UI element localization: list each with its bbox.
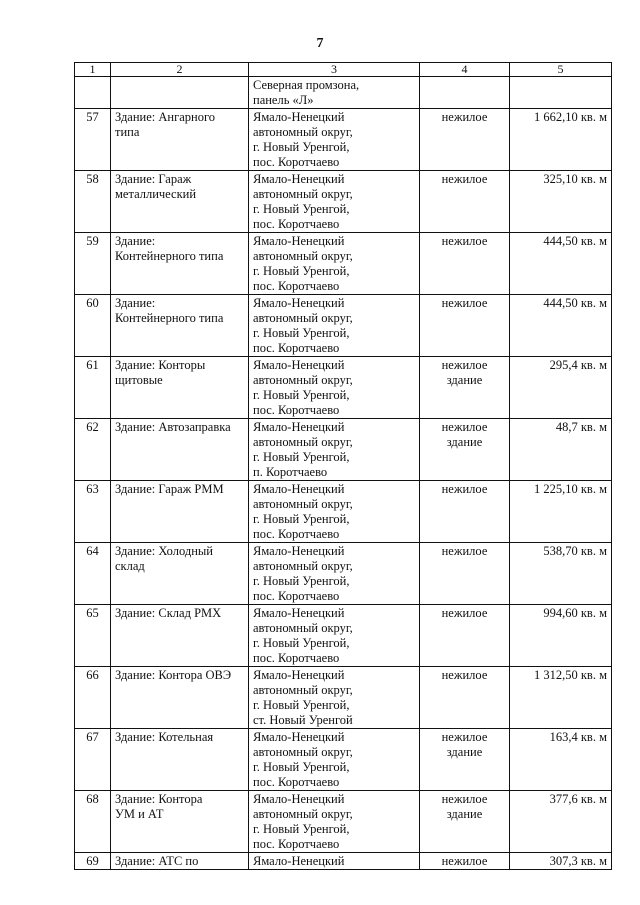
cell-number: 63 xyxy=(75,481,111,543)
cell-name: Здание: Конторы щитовые xyxy=(111,357,249,419)
cell-number: 62 xyxy=(75,419,111,481)
cell-area: 1 225,10 кв. м xyxy=(510,481,612,543)
cell-area: 994,60 кв. м xyxy=(510,605,612,667)
cell-type: нежилое xyxy=(420,233,510,295)
cell-area: 307,3 кв. м xyxy=(510,853,612,870)
cell-number: 57 xyxy=(75,109,111,171)
cell-address: Ямало-Ненецкий автономный округ, г. Новый Уренгой, пос. Коротчаево xyxy=(249,295,420,357)
cell-address: Ямало-Ненецкий автономный округ, г. Новый Уренгой, п. Коротчаево xyxy=(249,419,420,481)
cell-type: нежилое xyxy=(420,667,510,729)
table-row xyxy=(75,233,612,295)
cell-name: Здание: Котельная xyxy=(111,729,249,791)
cell-area xyxy=(510,77,612,109)
header-col-3: 3 xyxy=(249,63,420,77)
cell-address: Северная промзона, панель «Л» xyxy=(249,77,420,109)
cell-number: 64 xyxy=(75,543,111,605)
cell-type xyxy=(420,77,510,109)
cell-address: Ямало-Ненецкий автономный округ, г. Новый Уренгой, пос. Коротчаево xyxy=(249,357,420,419)
cell-address: Ямало-Ненецкий xyxy=(249,853,420,870)
cell-address: Ямало-Ненецкий автономный округ, г. Новый Уренгой, пос. Коротчаево xyxy=(249,791,420,853)
header-row xyxy=(75,63,612,77)
table-row xyxy=(75,171,612,233)
table-row xyxy=(75,543,612,605)
table-row-partial xyxy=(75,853,612,870)
table-row xyxy=(75,109,612,171)
cell-address: Ямало-Ненецкий автономный округ, г. Новый Уренгой, пос. Коротчаево xyxy=(249,605,420,667)
cell-address: Ямало-Ненецкий автономный округ, г. Новый Уренгой, ст. Новый Уренгой xyxy=(249,667,420,729)
cell-type: нежилое xyxy=(420,543,510,605)
cell-number: 58 xyxy=(75,171,111,233)
cell-number: 67 xyxy=(75,729,111,791)
cell-name: Здание: Контейнерного типа xyxy=(111,233,249,295)
table-row xyxy=(75,605,612,667)
cell-number: 65 xyxy=(75,605,111,667)
cell-area: 377,6 кв. м xyxy=(510,791,612,853)
cell-type: нежилое здание xyxy=(420,419,510,481)
cell-type: нежилое здание xyxy=(420,729,510,791)
cell-name: Здание: Ангарного типа xyxy=(111,109,249,171)
header-col-5: 5 xyxy=(510,63,612,77)
cell-area: 295,4 кв. м xyxy=(510,357,612,419)
table-row xyxy=(75,295,612,357)
cell-type: нежилое xyxy=(420,605,510,667)
cell-area: 538,70 кв. м xyxy=(510,543,612,605)
cell-name: Здание: Контора ОВЭ xyxy=(111,667,249,729)
cell-type: нежилое xyxy=(420,109,510,171)
cell-number xyxy=(75,77,111,109)
table-row xyxy=(75,729,612,791)
page-number: 7 xyxy=(316,36,324,51)
cell-type: нежилое здание xyxy=(420,791,510,853)
cell-name: Здание: Автозаправка xyxy=(111,419,249,481)
cell-type: нежилое xyxy=(420,853,510,870)
cell-address: Ямало-Ненецкий автономный округ, г. Новый Уренгой, пос. Коротчаево xyxy=(249,481,420,543)
cell-number: 61 xyxy=(75,357,111,419)
cell-number: 68 xyxy=(75,791,111,853)
header-col-4: 4 xyxy=(420,63,510,77)
cell-area: 1 662,10 кв. м xyxy=(510,109,612,171)
header-col-2: 2 xyxy=(111,63,249,77)
cell-name: Здание: Контора УМ и АТ xyxy=(111,791,249,853)
cell-area: 325,10 кв. м xyxy=(510,171,612,233)
cell-number: 66 xyxy=(75,667,111,729)
cell-type: нежилое xyxy=(420,481,510,543)
cell-number: 69 xyxy=(75,853,111,870)
table-row xyxy=(75,791,612,853)
cell-type: нежилое xyxy=(420,295,510,357)
cell-address: Ямало-Ненецкий автономный округ, г. Новый Уренгой, пос. Коротчаево xyxy=(249,543,420,605)
cell-area: 48,7 кв. м xyxy=(510,419,612,481)
cell-name xyxy=(111,77,249,109)
cell-name: Здание: Гараж металлический xyxy=(111,171,249,233)
table-row xyxy=(75,419,612,481)
table-row xyxy=(75,357,612,419)
cell-area: 444,50 кв. м xyxy=(510,295,612,357)
cell-type: нежилое xyxy=(420,171,510,233)
cell-name: Здание: Холодный склад xyxy=(111,543,249,605)
cell-area: 163,4 кв. м xyxy=(510,729,612,791)
table-row xyxy=(75,667,612,729)
property-table xyxy=(74,62,612,870)
cell-area: 444,50 кв. м xyxy=(510,233,612,295)
cell-address: Ямало-Ненецкий автономный округ, г. Новый Уренгой, пос. Коротчаево xyxy=(249,109,420,171)
cell-name: Здание: Контейнерного типа xyxy=(111,295,249,357)
cell-type: нежилое здание xyxy=(420,357,510,419)
continuation-row xyxy=(75,77,612,109)
cell-address: Ямало-Ненецкий автономный округ, г. Новый Уренгой, пос. Коротчаево xyxy=(249,171,420,233)
cell-area: 1 312,50 кв. м xyxy=(510,667,612,729)
cell-name: Здание: Склад РМХ xyxy=(111,605,249,667)
cell-number: 59 xyxy=(75,233,111,295)
cell-address: Ямало-Ненецкий автономный округ, г. Новый Уренгой, пос. Коротчаево xyxy=(249,233,420,295)
cell-name: Здание: АТС по xyxy=(111,853,249,870)
cell-name: Здание: Гараж РММ xyxy=(111,481,249,543)
cell-address: Ямало-Ненецкий автономный округ, г. Новый Уренгой, пос. Коротчаево xyxy=(249,729,420,791)
cell-number: 60 xyxy=(75,295,111,357)
header-col-1: 1 xyxy=(75,63,111,77)
table-row xyxy=(75,481,612,543)
